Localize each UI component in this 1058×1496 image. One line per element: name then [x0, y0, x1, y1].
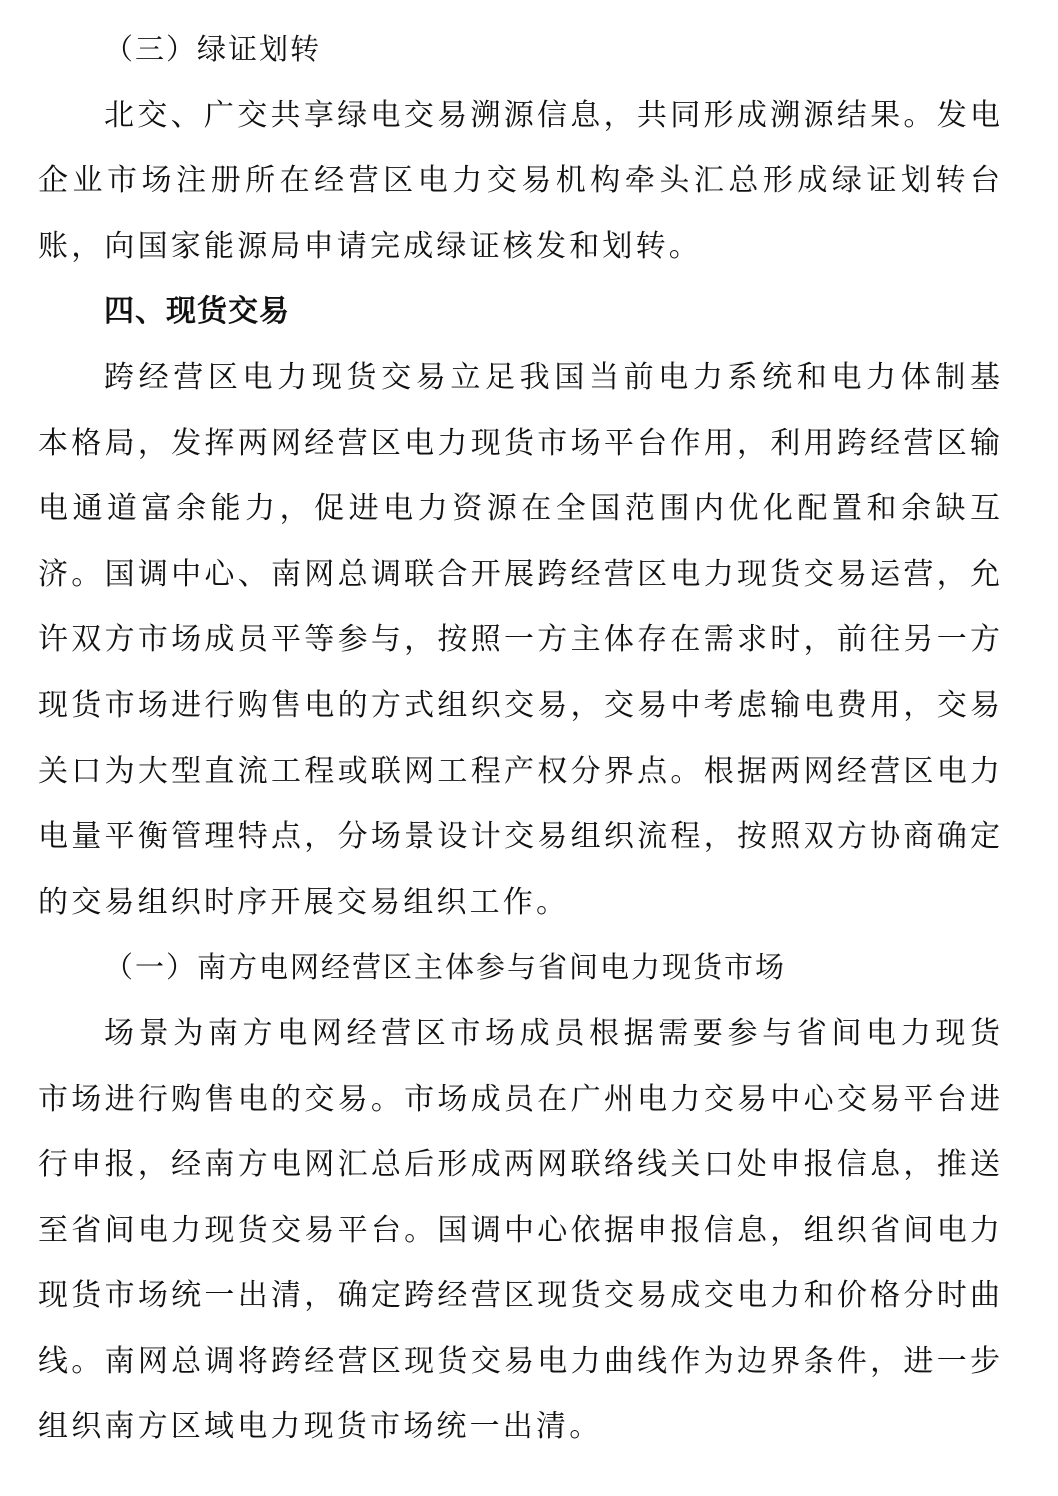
subheading-green-certificate-transfer: （三）绿证划转	[104, 32, 322, 66]
paragraph-line: 本格局，发挥两网经营区电力现货市场平台作用，利用跨经营区输	[38, 425, 1000, 461]
paragraph-line: 市场进行购售电的交易。市场成员在广州电力交易中心交易平台进	[38, 1081, 1000, 1117]
paragraph-line: 组织南方区域电力现货市场统一出清。	[38, 1409, 603, 1445]
subheading-southern-grid-participation: （一）南方电网经营区主体参与省间电力现货市场	[104, 950, 787, 985]
paragraph-line: 现货市场统一出清，确定跨经营区现货交易成交电力和价格分时曲	[38, 1278, 1000, 1314]
document-page	[38, 17, 1000, 1460]
paragraph-line: 济。国调中心、南网总调联合开展跨经营区电力现货交易运营，允	[38, 556, 1000, 592]
paragraph-line: 场景为南方电网经营区市场成员根据需要参与省间电力现货	[104, 1015, 1000, 1051]
paragraph-line: 至省间电力现货交易平台。国调中心依据申报信息，组织省间电力	[38, 1212, 1000, 1248]
paragraph-line: 电通道富余能力，促进电力资源在全国范围内优化配置和余缺互	[38, 491, 1000, 527]
paragraph-line: 企业市场注册所在经营区电力交易机构牵头汇总形成绿证划转台	[38, 163, 1000, 199]
paragraph-line: 的交易组织时序开展交易组织工作。	[38, 884, 570, 920]
paragraph-line: 电量平衡管理特点，分场景设计交易组织流程，按照双方协商确定	[38, 819, 1000, 855]
paragraph-line: 行申报，经南方电网汇总后形成两网联络线关口处申报信息，推送	[38, 1147, 1000, 1183]
paragraph-line: 账，向国家能源局申请完成绿证核发和划转。	[38, 228, 702, 264]
heading-spot-trading: 四、现货交易	[104, 294, 290, 330]
paragraph-line: 关口为大型直流工程或联网工程产权分界点。根据两网经营区电力	[38, 753, 1000, 789]
paragraph-southern-grid-scenario	[38, 1001, 1000, 1460]
paragraph-line: 许双方市场成员平等参与，按照一方主体存在需求时，前往另一方	[38, 622, 1000, 658]
paragraph-line: 北交、广交共享绿电交易溯源信息，共同形成溯源结果。发电	[104, 97, 1000, 133]
paragraph-line: 现货市场进行购售电的方式组织交易，交易中考虑输电费用，交易	[38, 687, 1000, 723]
paragraph-line: 跨经营区电力现货交易立足我国当前电力系统和电力体制基	[104, 359, 1000, 395]
paragraph-green-certificate	[38, 83, 1000, 280]
paragraph-line: 线。南网总调将跨经营区现货交易电力曲线作为边界条件，进一步	[38, 1343, 1000, 1379]
paragraph-spot-trading	[38, 345, 1000, 935]
